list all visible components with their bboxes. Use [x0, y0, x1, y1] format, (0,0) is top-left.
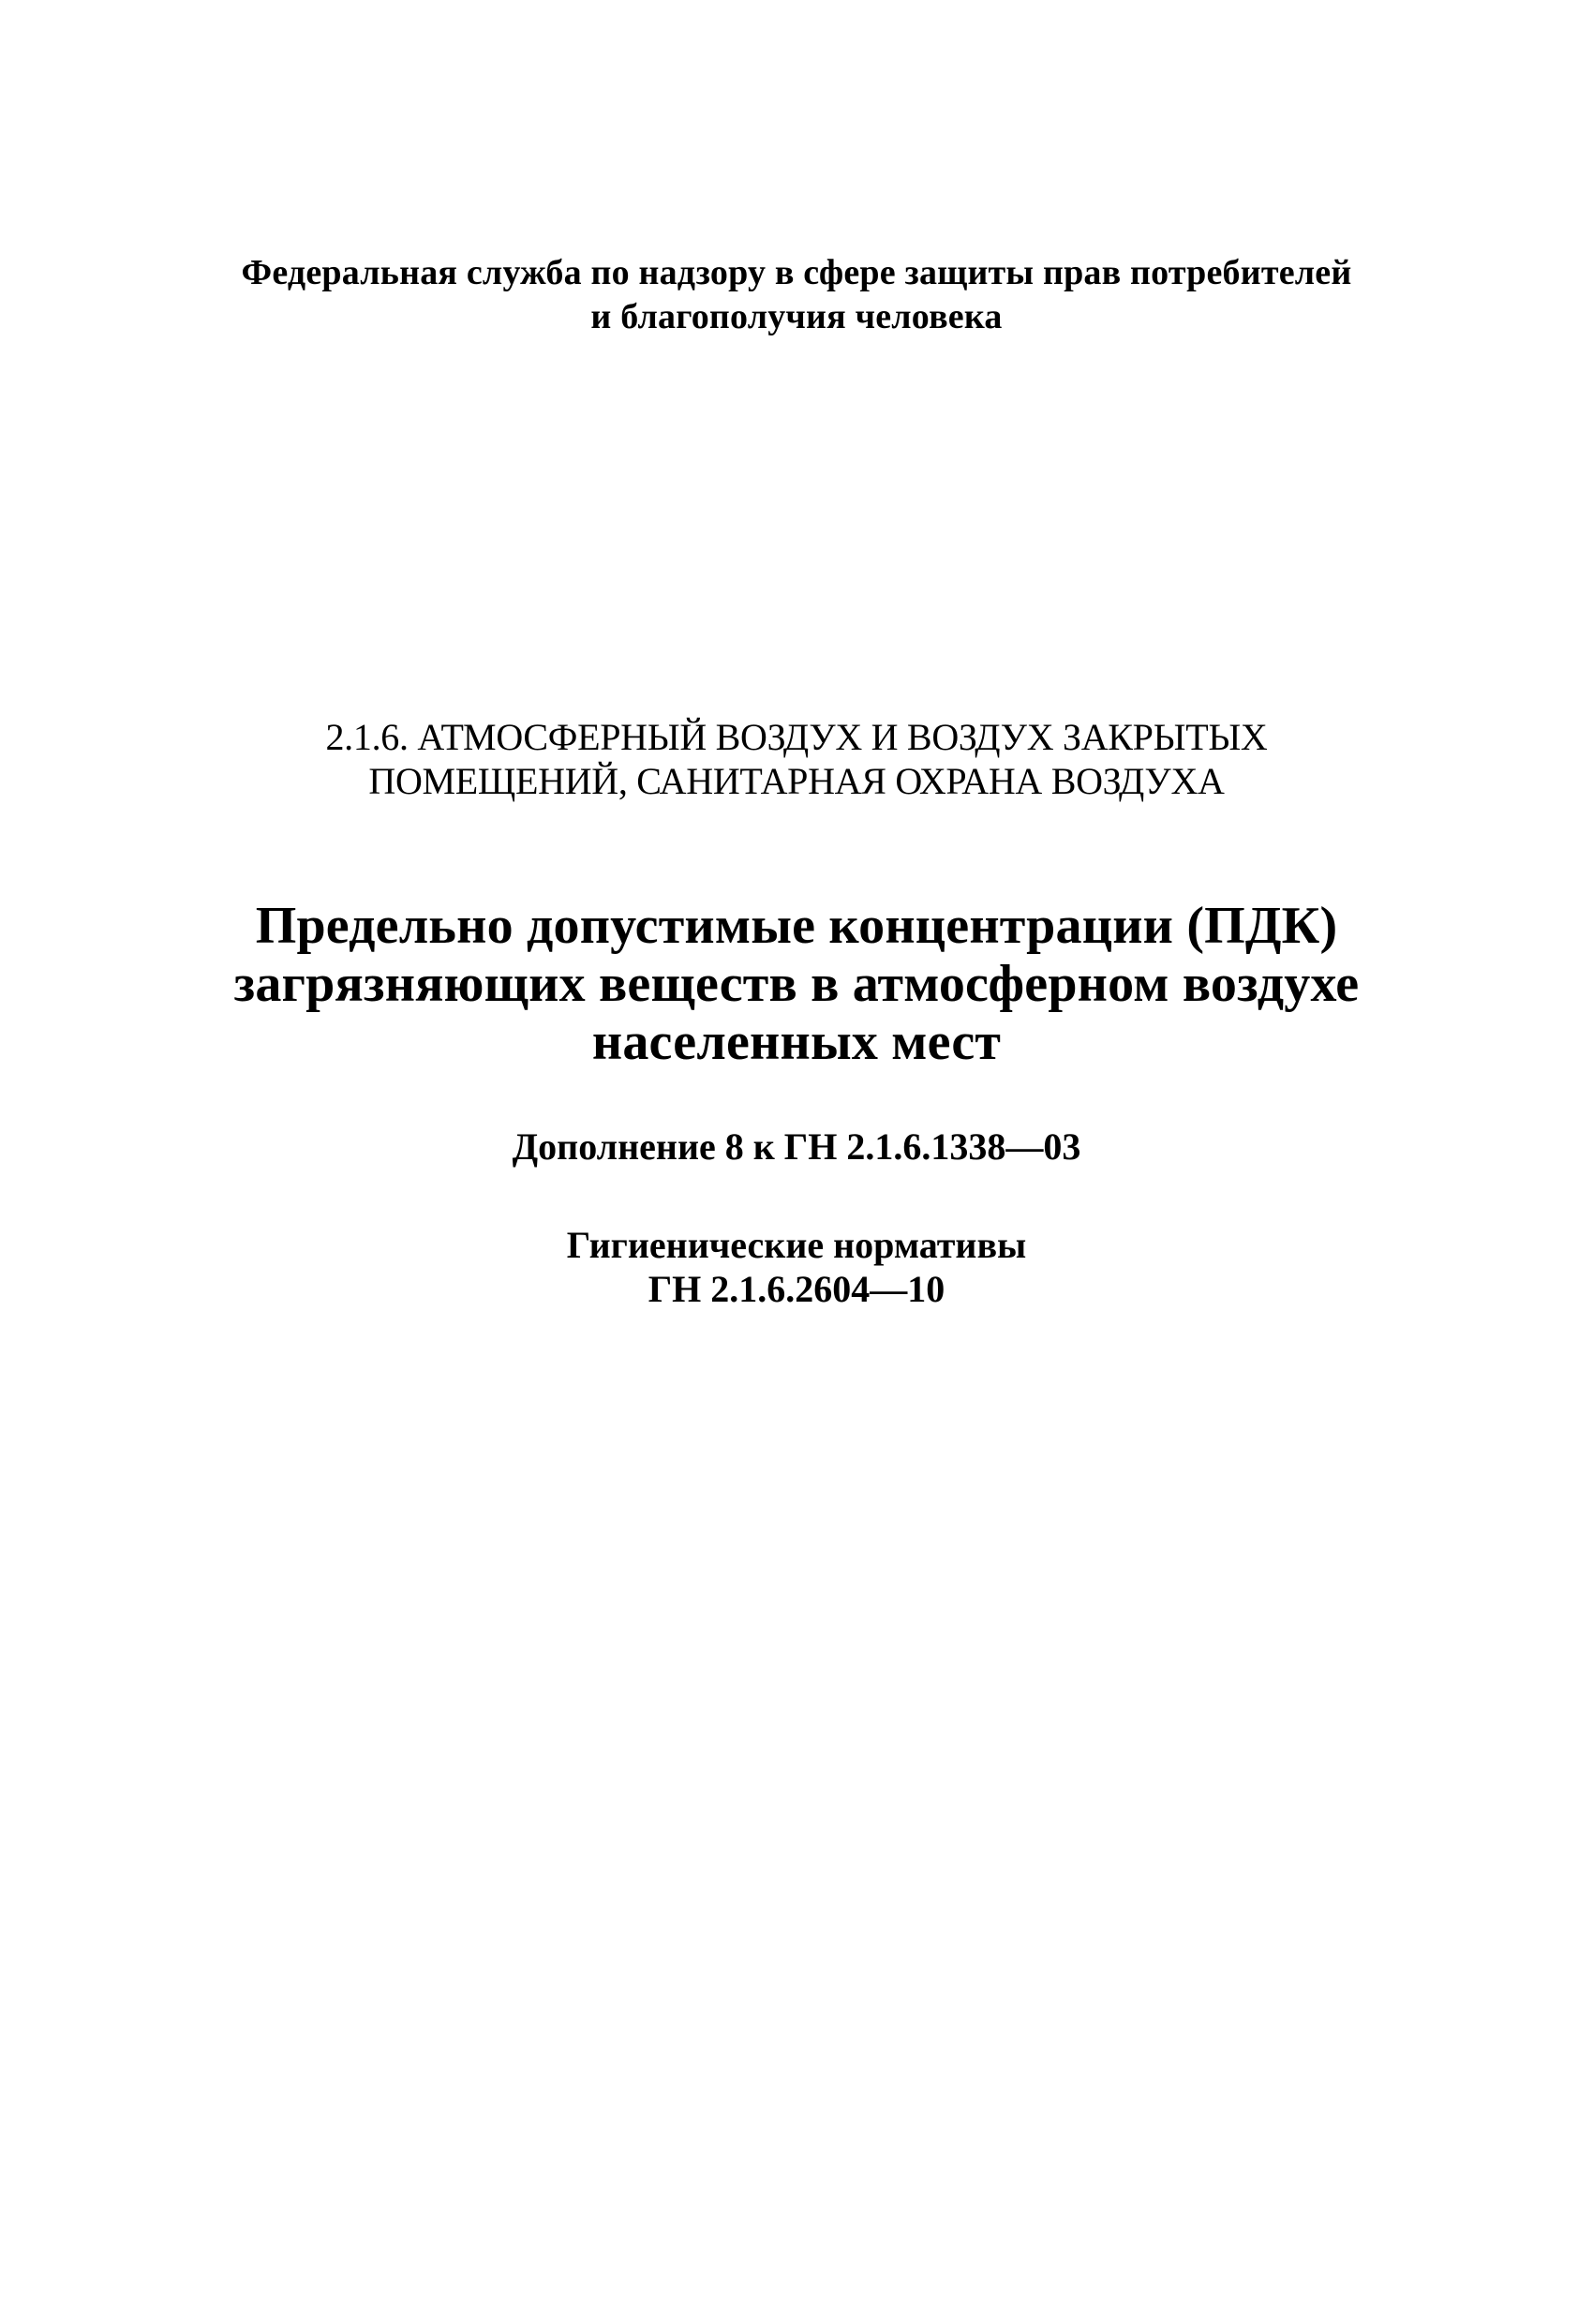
authority-line-2: и благополучия человека — [590, 297, 1003, 336]
section-line-2: ПОМЕЩЕНИЙ, САНИТАРНАЯ ОХРАНА ВОЗДУХА — [368, 760, 1225, 802]
title-line-3: населенных мест — [591, 1013, 1002, 1071]
issuing-authority — [0, 251, 1593, 339]
supplement-label — [0, 1125, 1593, 1169]
norms-line-1: Гигиенические нормативы — [566, 1224, 1027, 1266]
norms-line-2: ГН 2.1.6.2604—10 — [648, 1268, 945, 1310]
document-title — [0, 897, 1593, 1071]
supplement-text: Дополнение 8 к ГН 2.1.6.1338—03 — [512, 1125, 1081, 1168]
section-heading — [0, 715, 1593, 803]
hygienic-norms — [0, 1223, 1593, 1311]
title-line-1: Предельно допустимые концентрации (ПДК) — [255, 897, 1338, 955]
authority-line-1: Федеральная служба по надзору в сфере защиты прав потребителей — [241, 253, 1352, 292]
section-line-1: 2.1.6. АТМОСФЕРНЫЙ ВОЗДУХ И ВОЗДУХ ЗАКРЫТЫХ — [325, 716, 1268, 758]
title-line-2: загрязняющих веществ в атмосферном воздухе — [233, 955, 1360, 1013]
